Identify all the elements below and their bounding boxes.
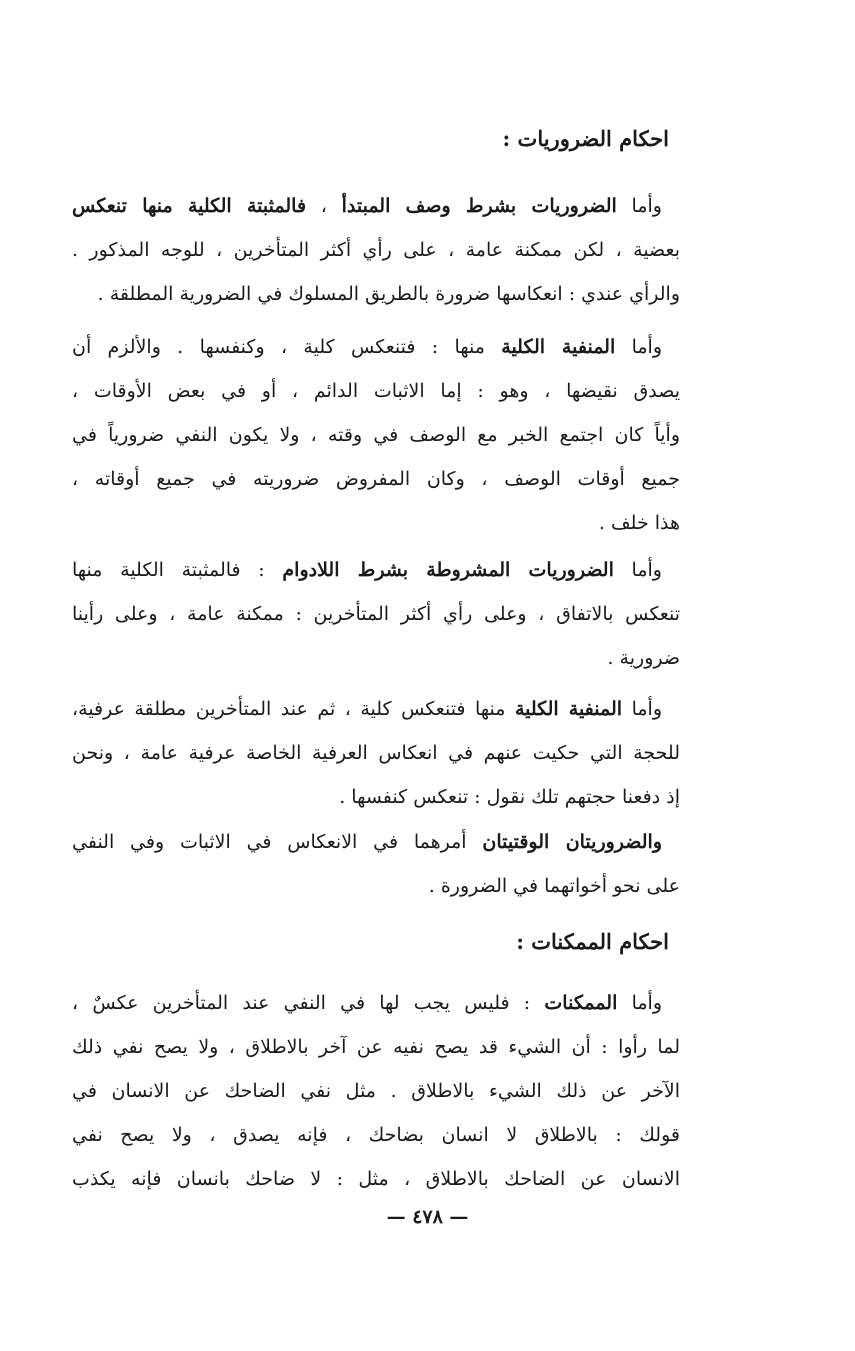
heading-possible-rulings: احكام الممكنات : [516, 929, 669, 954]
text-run: منها : فتنعكس كلية ، وكنفسها . والألزم أن [72, 336, 502, 358]
bold-term: الضروريات المشروطة بشرط اللادوام [282, 559, 614, 581]
text-run: وأما [615, 336, 663, 358]
paragraph-1 [72, 184, 680, 316]
bold-term: فالمثبتة الكلية منها تنعكس [72, 195, 307, 217]
text-run: منها فتنعكس كلية ، ثم عند المتأخرين مطلقة عرفية، [72, 698, 515, 720]
paragraph-line: إذ دفعنا حجتهم تلك نقول : تنعكس كنفسها . [339, 786, 680, 808]
paragraph-line [72, 325, 680, 369]
text-run: ، [306, 195, 342, 217]
text-run: وأما [613, 559, 662, 581]
text-run: : فليس يجب لها في النفي عند المتأخرين عكسٌ ، [72, 992, 545, 1014]
paragraph-line: قولك : بالاطلاق لا انسان بضاحك ، فإنه يصدق ، ولا يصح نفي [72, 1124, 680, 1146]
paragraph-6 [72, 981, 680, 1201]
paragraph-line: الانسان عن الضاحك بالاطلاق ، مثل : لا ضاحك بانسان فإنه يكذب [72, 1168, 680, 1190]
text-run: وأما [616, 195, 662, 217]
bold-term: الممكنات [544, 992, 618, 1014]
paragraph-4 [72, 687, 680, 819]
bold-term: المنفية الكلية [501, 336, 616, 358]
paragraph-line: هذا خلف . [598, 512, 680, 534]
paragraph-5 [72, 820, 680, 908]
paragraph-line [72, 820, 680, 864]
paragraph-2 [72, 325, 680, 545]
paragraph-line: ضرورية . [607, 647, 680, 669]
paragraph-line: يصدق نقيضها ، وهو : إما الاثبات الدائم ، أو في بعض الأوقات ، [72, 380, 680, 402]
paragraph-line: والرأي عندي : انعكاسها ضرورة بالطريق المسلوك في الضرورية المطلقة . [97, 283, 680, 305]
paragraph-line: بعضية ، لكن ممكنة عامة ، على رأي أكثر المتأخرين ، للوجه المذكور . [72, 239, 680, 261]
bold-term: والضروريتان الوقتيتان [482, 831, 663, 853]
page-number: — ٤٧٨ — [386, 1206, 469, 1228]
text-run: وأما [622, 698, 662, 720]
paragraph-3 [72, 548, 680, 680]
paragraph-line: وأياً كان اجتمع الخبر مع الوصف في وقته ، ولا يكون النفي ضرورياً في [72, 424, 680, 446]
paragraph-line: للحجة التي حكيت عنهم في انعكاس العرفية الخاصة عرفية عامة ، ونحن [72, 742, 680, 764]
text-run: وأما [617, 992, 662, 1014]
bold-term: المنفية الكلية [514, 698, 623, 720]
paragraph-line: على نحو أخواتهما في الضرورة . [428, 875, 680, 897]
paragraph-line [72, 548, 680, 592]
paragraph-line [72, 184, 680, 228]
text-run: : فالمثبتة الكلية منها [72, 559, 283, 581]
paragraph-line: تنعكس بالاتفاق ، وعلى رأي أكثر المتأخرين : ممكنة عامة ، وعلى رأينا [72, 603, 680, 625]
paragraph-line: الآخر عن ذلك الشيء بالاطلاق . مثل نفي الضاحك عن الانسان في [72, 1080, 680, 1102]
paragraph-line: لما رأوا : أن الشيء قد يصح نفيه عن آخر بالاطلاق ، ولا يصح نفي ذلك [72, 1036, 680, 1058]
paragraph-line [72, 981, 680, 1025]
heading-necessary-rulings: احكام الضروريات : [502, 126, 669, 151]
bold-term: الضروريات بشرط وصف المبتدأ [341, 195, 617, 217]
paragraph-line: جميع أوقات الوصف ، وكان المفروض ضروريته في جميع أوقاته ، [72, 468, 680, 490]
paragraph-line [72, 687, 680, 731]
text-run: أمرهما في الانعكاس في الاثبات وفي النفي [72, 831, 483, 853]
